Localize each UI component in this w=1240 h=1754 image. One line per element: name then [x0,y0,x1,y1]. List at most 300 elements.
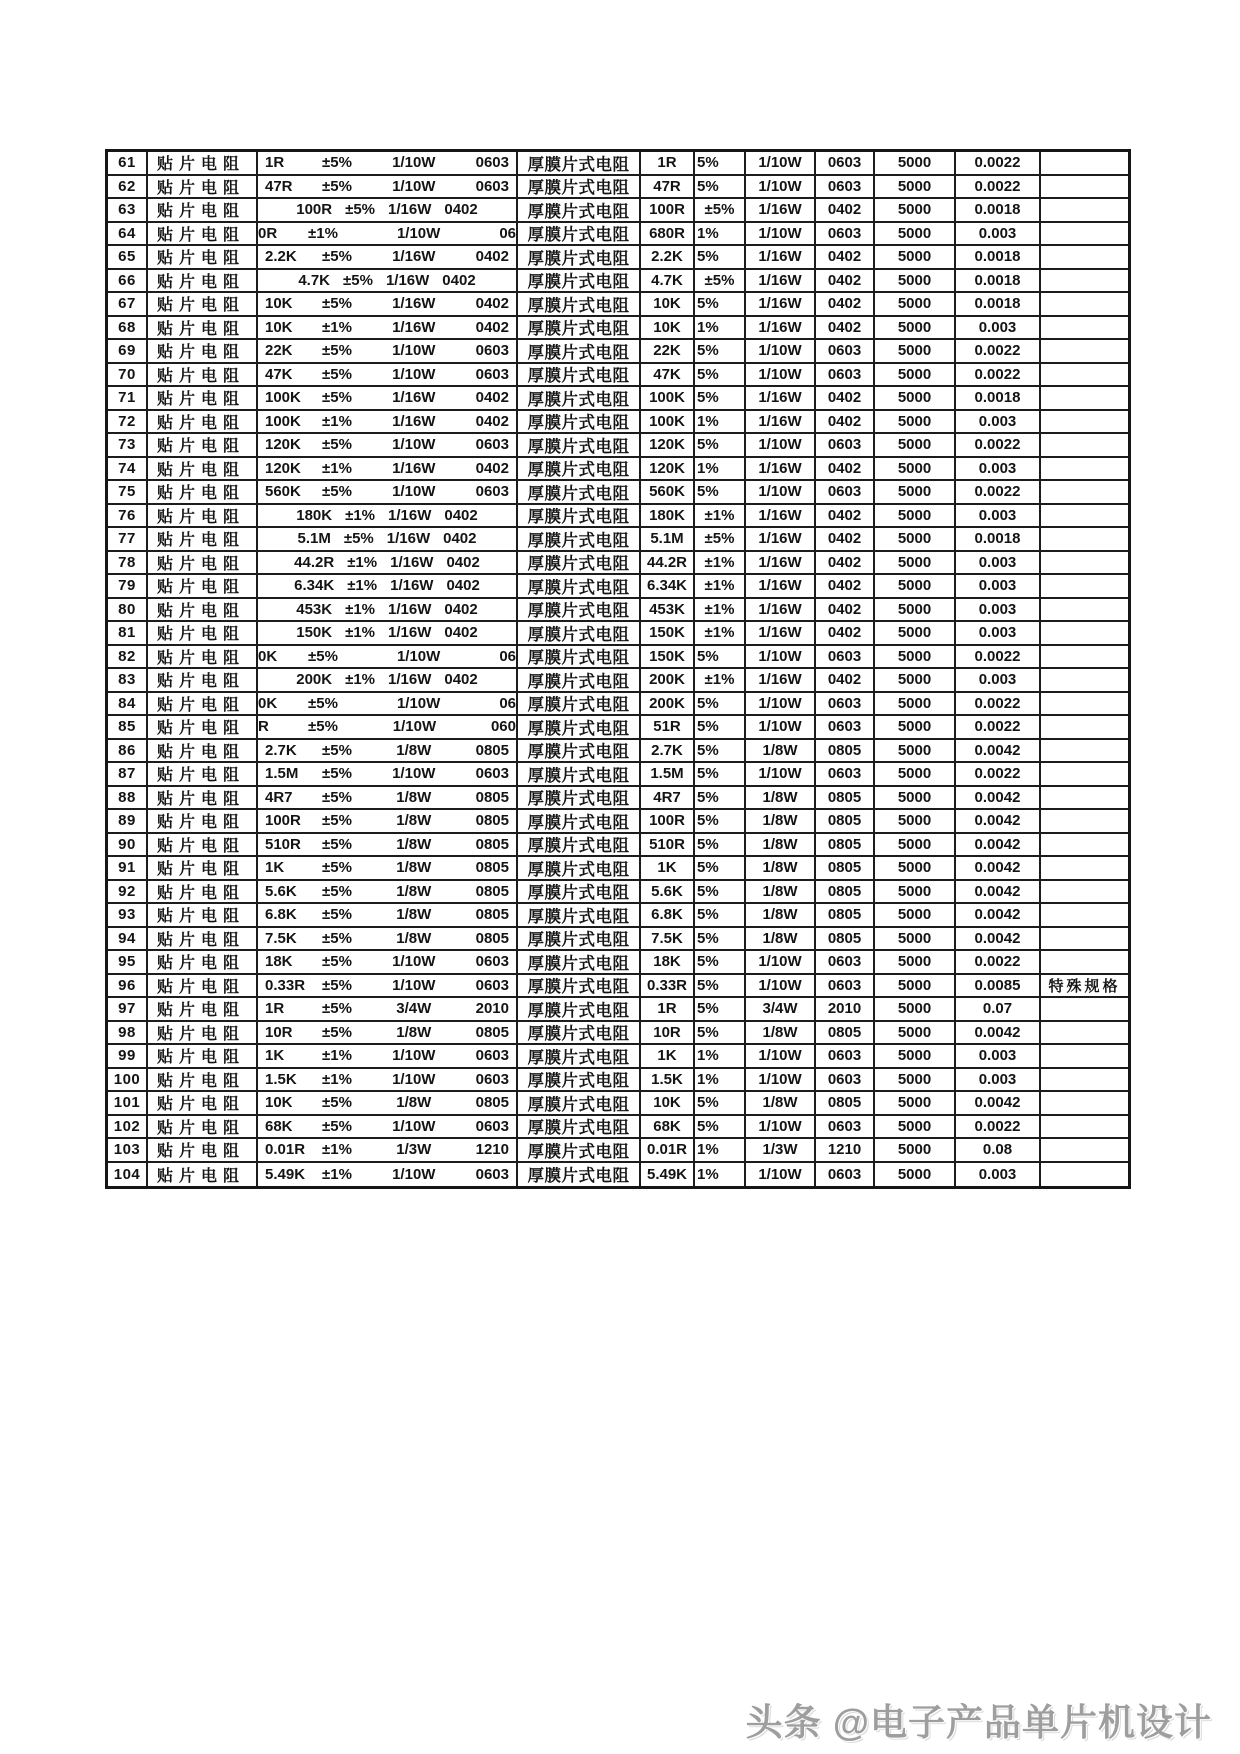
spec-package: 0603 [475,1047,509,1065]
spec-package: 0402 [475,295,509,313]
part-name-cell: 贴片电阻 [148,552,258,576]
spec-power: 1/16W [392,248,436,266]
note-cell [1041,740,1128,764]
note-cell [1041,716,1128,740]
spec-power: 1/10W [392,483,436,501]
spec-package: 0402 [475,412,509,430]
tolerance-cell: 5% [695,387,746,411]
spec-value: 1K [265,859,285,877]
spec-cell [258,810,518,834]
note-cell [1041,998,1128,1022]
spec-cell [258,434,518,458]
spec-package: 0402 [446,577,480,595]
power-cell: 1/16W [746,458,816,482]
spec-package: 06 [499,224,516,242]
description-cell: 厚膜片式电阻 [518,340,641,364]
spec-power: 1/10W [392,154,436,172]
package-cell: 0402 [816,411,875,435]
power-cell: 1/8W [746,740,816,764]
spec-cell [258,1092,518,1116]
part-name-cell: 贴片电阻 [148,1163,258,1187]
spec-tolerance: ±5% [308,647,338,665]
spec-package: 0603 [475,953,509,971]
power-cell: 1/16W [746,528,816,552]
value-cell: 120K [641,434,695,458]
spec-cell [258,998,518,1022]
spec-power: 1/8W [396,835,432,853]
spec-power: 1/10W [392,1165,436,1183]
package-cell: 0603 [816,176,875,200]
spec-power: 1/10W [392,718,437,736]
qty-cell: 5000 [875,951,956,975]
description-cell: 厚膜片式电阻 [518,270,641,294]
row-number-cell: 71 [108,387,148,411]
row-number-cell: 64 [108,223,148,247]
spec-cell [258,387,518,411]
note-cell [1041,1022,1128,1046]
spec-package: 0603 [475,342,509,360]
spec-power: 1/8W [396,859,432,877]
part-name-cell: 贴片电阻 [148,646,258,670]
qty-cell: 5000 [875,434,956,458]
package-cell: 0603 [816,716,875,740]
price-cell: 0.0022 [956,763,1041,787]
value-cell: 10K [641,293,695,317]
power-cell: 1/10W [746,646,816,670]
spec-value: 100K [265,389,301,407]
tolerance-cell: 5% [695,975,746,999]
package-cell: 0402 [816,552,875,576]
tolerance-cell: 5% [695,176,746,200]
part-name-cell: 贴片电阻 [148,1139,258,1163]
spec-package: 0805 [475,1094,509,1112]
row-number-cell: 87 [108,763,148,787]
power-cell: 1/16W [746,411,816,435]
note-cell [1041,458,1128,482]
spec-tolerance: ±1% [322,459,352,477]
spec-cell [258,763,518,787]
power-cell: 1/10W [746,434,816,458]
price-cell: 0.0042 [956,810,1041,834]
tolerance-cell: ±1% [695,669,746,693]
spec-value: 5.1M [297,530,331,548]
part-name-cell: 贴片电阻 [148,317,258,341]
spec-value: 560K [265,483,301,501]
description-cell: 厚膜片式电阻 [518,693,641,717]
spec-cell [258,199,518,223]
spec-power: 1/8W [396,812,432,830]
tolerance-cell: ±1% [695,552,746,576]
price-cell: 0.0022 [956,340,1041,364]
spec-value: 10K [265,1094,293,1112]
spec-power: 1/8W [396,929,432,947]
row-number-cell: 104 [108,1163,148,1187]
power-cell: 1/10W [746,340,816,364]
spec-tolerance: ±1% [308,224,338,242]
price-cell: 0.003 [956,411,1041,435]
spec-power: 1/8W [396,882,432,900]
part-name-cell: 贴片电阻 [148,904,258,928]
spec-package: 0402 [442,271,476,289]
spec-power: 1/8W [396,906,432,924]
value-cell: 47R [641,176,695,200]
description-cell: 厚膜片式电阻 [518,575,641,599]
spec-tolerance: ±5% [322,741,352,759]
package-cell: 0805 [816,810,875,834]
qty-cell: 5000 [875,293,956,317]
qty-cell: 5000 [875,387,956,411]
tolerance-cell: 5% [695,293,746,317]
spec-power: 3/4W [396,1000,432,1018]
qty-cell: 5000 [875,716,956,740]
price-cell: 0.0018 [956,293,1041,317]
row-number-cell: 69 [108,340,148,364]
qty-cell: 5000 [875,1139,956,1163]
note-cell [1041,1116,1128,1140]
part-name-cell: 贴片电阻 [148,458,258,482]
spec-cell [258,270,518,294]
note-cell [1041,505,1128,529]
price-cell: 0.0022 [956,1116,1041,1140]
description-cell: 厚膜片式电阻 [518,646,641,670]
spec-power: 1/16W [390,577,434,595]
note-cell [1041,693,1128,717]
price-cell: 0.0022 [956,951,1041,975]
value-cell: 0.33R [641,975,695,999]
spec-tolerance: ±1% [345,600,376,618]
spec-package: 0603 [475,1117,509,1135]
power-cell: 1/10W [746,176,816,200]
spec-cell [258,693,518,717]
spec-package: 0603 [475,154,509,172]
qty-cell: 5000 [875,740,956,764]
tolerance-cell: 1% [695,1139,746,1163]
row-number-cell: 81 [108,622,148,646]
tolerance-cell: 1% [695,223,746,247]
qty-cell: 5000 [875,834,956,858]
row-number-cell: 85 [108,716,148,740]
power-cell: 1/10W [746,223,816,247]
value-cell: 150K [641,622,695,646]
spec-package: 0603 [475,765,509,783]
qty-cell: 5000 [875,622,956,646]
spec-cell [258,458,518,482]
qty-cell: 5000 [875,1069,956,1093]
part-name-cell: 贴片电阻 [148,223,258,247]
tolerance-cell: ±1% [695,575,746,599]
tolerance-cell: 5% [695,928,746,952]
qty-cell: 5000 [875,458,956,482]
spec-tolerance: ±5% [322,976,352,994]
description-cell: 厚膜片式电阻 [518,716,641,740]
spec-value: 2.7K [265,741,297,759]
tolerance-cell: 1% [695,458,746,482]
spec-package: 0805 [475,788,509,806]
description-cell: 厚膜片式电阻 [518,857,641,881]
spec-package: 0603 [475,976,509,994]
spec-value: 120K [265,436,301,454]
tolerance-cell: 5% [695,857,746,881]
description-cell: 厚膜片式电阻 [518,552,641,576]
price-cell: 0.0042 [956,928,1041,952]
price-cell: 0.0022 [956,176,1041,200]
row-number-cell: 97 [108,998,148,1022]
part-name-cell: 贴片电阻 [148,199,258,223]
spec-power: 1/16W [388,671,432,689]
qty-cell: 5000 [875,787,956,811]
power-cell: 1/10W [746,1069,816,1093]
part-name-cell: 贴片电阻 [148,1045,258,1069]
spec-tolerance: ±1% [322,1165,352,1183]
row-number-cell: 89 [108,810,148,834]
note-cell [1041,246,1128,270]
spec-package: 0402 [444,624,478,642]
note-cell [1041,857,1128,881]
tolerance-cell: ±1% [695,505,746,529]
row-number-cell: 98 [108,1022,148,1046]
qty-cell: 5000 [875,763,956,787]
spec-cell [258,293,518,317]
spec-package: 0603 [475,436,509,454]
spec-tolerance: ±1% [322,412,352,430]
package-cell: 0402 [816,199,875,223]
spec-cell [258,928,518,952]
row-number-cell: 75 [108,481,148,505]
spec-power: 1/8W [396,741,432,759]
qty-cell: 5000 [875,176,956,200]
value-cell: 1K [641,1045,695,1069]
spec-package: 0402 [475,459,509,477]
row-number-cell: 103 [108,1139,148,1163]
price-cell: 0.003 [956,1163,1041,1187]
spec-cell [258,152,518,176]
tolerance-cell: ±5% [695,199,746,223]
power-cell: 1/8W [746,1022,816,1046]
spec-power: 1/16W [392,295,436,313]
row-number-cell: 78 [108,552,148,576]
spec-tolerance: ±5% [322,835,352,853]
value-cell: 10K [641,317,695,341]
value-cell: 44.2R [641,552,695,576]
spec-cell [258,881,518,905]
qty-cell: 5000 [875,270,956,294]
description-cell: 厚膜片式电阻 [518,176,641,200]
description-cell: 厚膜片式电阻 [518,1139,641,1163]
power-cell: 1/10W [746,152,816,176]
row-number-cell: 74 [108,458,148,482]
spec-cell [258,481,518,505]
part-name-cell: 贴片电阻 [148,669,258,693]
spec-package: 060 [490,718,516,736]
note-cell: 特殊规格 [1041,975,1128,999]
spec-package: 0805 [475,859,509,877]
row-number-cell: 102 [108,1116,148,1140]
note-cell [1041,669,1128,693]
tolerance-cell: 5% [695,904,746,928]
spec-power: 1/16W [392,389,436,407]
note-cell [1041,481,1128,505]
spec-package: 0805 [475,812,509,830]
power-cell: 1/10W [746,693,816,717]
note-cell [1041,904,1128,928]
qty-cell: 5000 [875,1163,956,1187]
power-cell: 1/10W [746,1116,816,1140]
value-cell: 5.6K [641,881,695,905]
price-cell: 0.0022 [956,693,1041,717]
description-cell: 厚膜片式电阻 [518,152,641,176]
spec-power: 1/10W [392,365,436,383]
price-cell: 0.0018 [956,387,1041,411]
spec-tolerance: ±5% [322,882,352,900]
spec-package: 0603 [475,177,509,195]
package-cell: 0603 [816,1069,875,1093]
package-cell: 0402 [816,270,875,294]
note-cell [1041,340,1128,364]
tolerance-cell: 5% [695,740,746,764]
description-cell: 厚膜片式电阻 [518,317,641,341]
spec-cell [258,1045,518,1069]
power-cell: 1/16W [746,552,816,576]
spec-cell [258,1022,518,1046]
value-cell: 68K [641,1116,695,1140]
qty-cell: 5000 [875,928,956,952]
package-cell: 1210 [816,1139,875,1163]
spec-value: 4R7 [265,788,293,806]
spec-power: 1/10W [392,953,436,971]
note-cell [1041,1069,1128,1093]
package-cell: 0603 [816,951,875,975]
tolerance-cell: 1% [695,1163,746,1187]
note-cell [1041,317,1128,341]
spec-tolerance: ±5% [322,1000,352,1018]
power-cell: 1/16W [746,199,816,223]
part-name-cell: 贴片电阻 [148,834,258,858]
spec-value: 180K [296,506,333,524]
package-cell: 0402 [816,505,875,529]
spec-power: 1/10W [392,177,436,195]
qty-cell: 5000 [875,317,956,341]
power-cell: 3/4W [746,998,816,1022]
price-cell: 0.0042 [956,881,1041,905]
qty-cell: 5000 [875,199,956,223]
description-cell: 厚膜片式电阻 [518,1045,641,1069]
row-number-cell: 90 [108,834,148,858]
description-cell: 厚膜片式电阻 [518,246,641,270]
part-name-cell: 贴片电阻 [148,810,258,834]
package-cell: 0603 [816,152,875,176]
price-cell: 0.0042 [956,904,1041,928]
price-cell: 0.0022 [956,364,1041,388]
note-cell [1041,176,1128,200]
tolerance-cell: 5% [695,1092,746,1116]
row-number-cell: 100 [108,1069,148,1093]
spec-value: 150K [296,624,333,642]
spec-tolerance: ±5% [322,154,352,172]
price-cell: 0.003 [956,669,1041,693]
watermark-text: 头条 @电子产品单片机设计 [745,1702,1212,1743]
qty-cell: 5000 [875,152,956,176]
spec-cell [258,646,518,670]
spec-power: 1/16W [390,553,434,571]
note-cell [1041,293,1128,317]
qty-cell: 5000 [875,1116,956,1140]
price-cell: 0.003 [956,599,1041,623]
spec-cell [258,740,518,764]
package-cell: 0805 [816,740,875,764]
spec-value: 44.2R [294,553,335,571]
note-cell [1041,364,1128,388]
price-cell: 0.0085 [956,975,1041,999]
note-cell [1041,881,1128,905]
part-name-cell: 贴片电阻 [148,434,258,458]
price-cell: 0.0042 [956,1092,1041,1116]
spec-cell [258,975,518,999]
spec-value: 0.01R [265,1141,306,1159]
spec-cell [258,669,518,693]
qty-cell: 5000 [875,505,956,529]
package-cell: 0603 [816,364,875,388]
value-cell: 47K [641,364,695,388]
price-cell: 0.0018 [956,246,1041,270]
spec-cell [258,857,518,881]
package-cell: 0402 [816,669,875,693]
package-cell: 0603 [816,975,875,999]
value-cell: 7.5K [641,928,695,952]
package-cell: 0402 [816,317,875,341]
package-cell: 2010 [816,998,875,1022]
qty-cell: 5000 [875,528,956,552]
part-name-cell: 贴片电阻 [148,787,258,811]
spec-tolerance: ±5% [322,929,352,947]
value-cell: 100K [641,387,695,411]
note-cell [1041,1163,1128,1187]
part-name-cell: 贴片电阻 [148,387,258,411]
row-number-cell: 66 [108,270,148,294]
tolerance-cell: 5% [695,1022,746,1046]
spec-package: 0805 [475,882,509,900]
description-cell: 厚膜片式电阻 [518,528,641,552]
row-number-cell: 68 [108,317,148,341]
spec-value: 510R [265,835,301,853]
price-cell: 0.08 [956,1139,1041,1163]
description-cell: 厚膜片式电阻 [518,223,641,247]
value-cell: 5.49K [641,1163,695,1187]
note-cell [1041,951,1128,975]
price-cell: 0.0022 [956,716,1041,740]
tolerance-cell: 1% [695,1069,746,1093]
row-number-cell: 83 [108,669,148,693]
spec-power: 1/16W [388,624,432,642]
spec-tolerance: ±5% [322,1094,352,1112]
row-number-cell: 82 [108,646,148,670]
description-cell: 厚膜片式电阻 [518,199,641,223]
price-cell: 0.003 [956,1045,1041,1069]
spec-value: 100R [296,201,333,219]
spec-tolerance: ±5% [322,342,352,360]
package-cell: 0805 [816,834,875,858]
price-cell: 0.003 [956,223,1041,247]
tolerance-cell: 1% [695,411,746,435]
power-cell: 1/8W [746,787,816,811]
price-cell: 0.0042 [956,857,1041,881]
value-cell: 22K [641,340,695,364]
description-cell: 厚膜片式电阻 [518,951,641,975]
tolerance-cell: 5% [695,152,746,176]
spec-value: 200K [296,671,333,689]
spec-package: 2010 [475,1000,509,1018]
spec-tolerance: ±5% [322,436,352,454]
row-number-cell: 72 [108,411,148,435]
